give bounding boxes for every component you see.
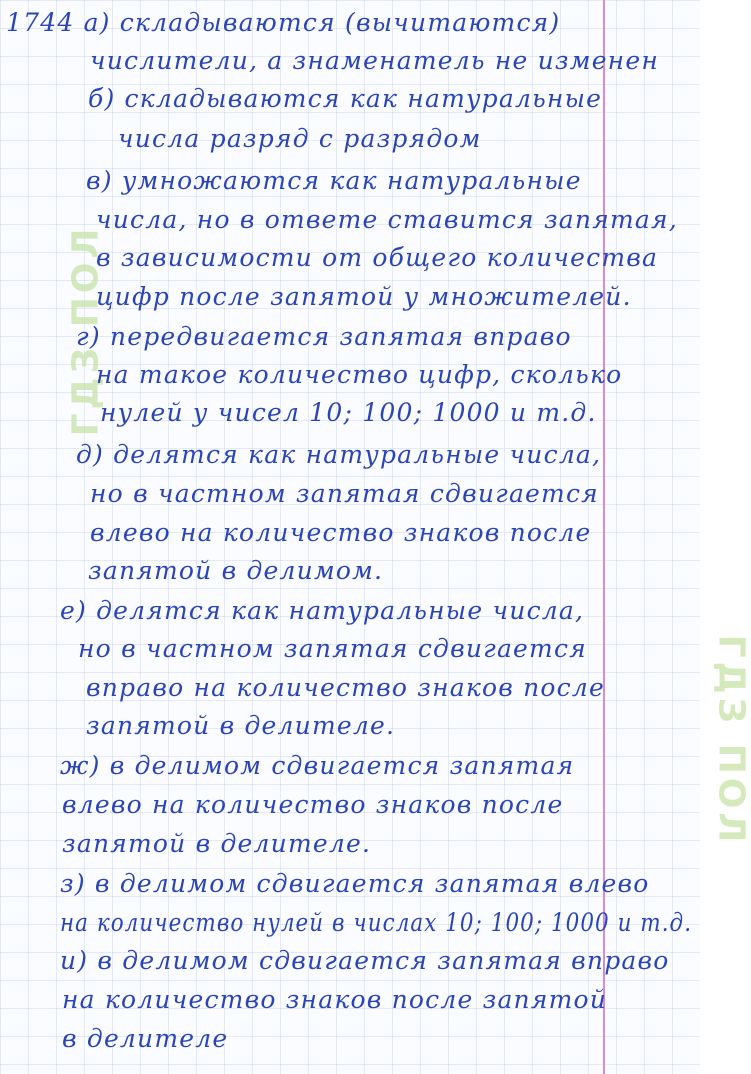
text-line-15: запятой в делимом. [88, 556, 384, 585]
text-line-21: влево на количество знаков после [62, 790, 564, 819]
text-line-13: но в частном запятая сдвигается [90, 479, 599, 508]
text-line-19: запятой в делителе. [86, 711, 396, 740]
text-line-23: з) в делимом сдвигается запятая влево [60, 869, 650, 898]
watermark-left: ГДЗ ПОЛ [65, 224, 107, 437]
watermark-right: ГДЗ ПОЛ [710, 634, 751, 847]
text-line-27: в делителе [62, 1024, 229, 1053]
text-line-4: числа разряд с разрядом [118, 124, 482, 153]
text-line-9: г) передвигается запятая вправо [76, 322, 572, 351]
text-line-3: б) складываются как натуральные [88, 84, 603, 113]
text-line-20: ж) в делимом сдвигается запятая [60, 751, 575, 780]
text-line-2: числители, а знаменатель не изменен [90, 46, 660, 75]
text-line-7: в зависимости от общего количества [96, 243, 659, 272]
text-line-14: влево на количество знаков после [90, 518, 592, 547]
text-line-6: числа, но в ответе ставится запятая, [96, 205, 678, 234]
text-line-10: на такое количество цифр, сколько [96, 360, 623, 389]
text-line-16: е) делятся как натуральные числа, [60, 596, 585, 625]
text-line-5: в) умножаются как натуральные [86, 166, 582, 195]
text-line-18: вправо на количество знаков после [86, 673, 605, 702]
text-line-25: и) в делимом сдвигается запятая вправо [60, 946, 670, 975]
text-line-12: д) делятся как натуральные числа, [76, 440, 602, 469]
text-line-11: нулей у чисел 10; 100; 1000 и т.д. [100, 398, 597, 427]
text-line-26: на количество знаков после запятой [62, 985, 608, 1014]
text-line-17: но в частном запятая сдвигается [78, 634, 587, 663]
text-line-1: 1744 а) складываются (вычитаются) [6, 8, 561, 37]
text-line-22: запятой в делителе. [62, 829, 372, 858]
text-line-8: цифр после запятой у множителей. [96, 282, 632, 311]
text-line-24: на количество нулей в числах 10; 100; 1000 и т.д. [60, 908, 693, 937]
